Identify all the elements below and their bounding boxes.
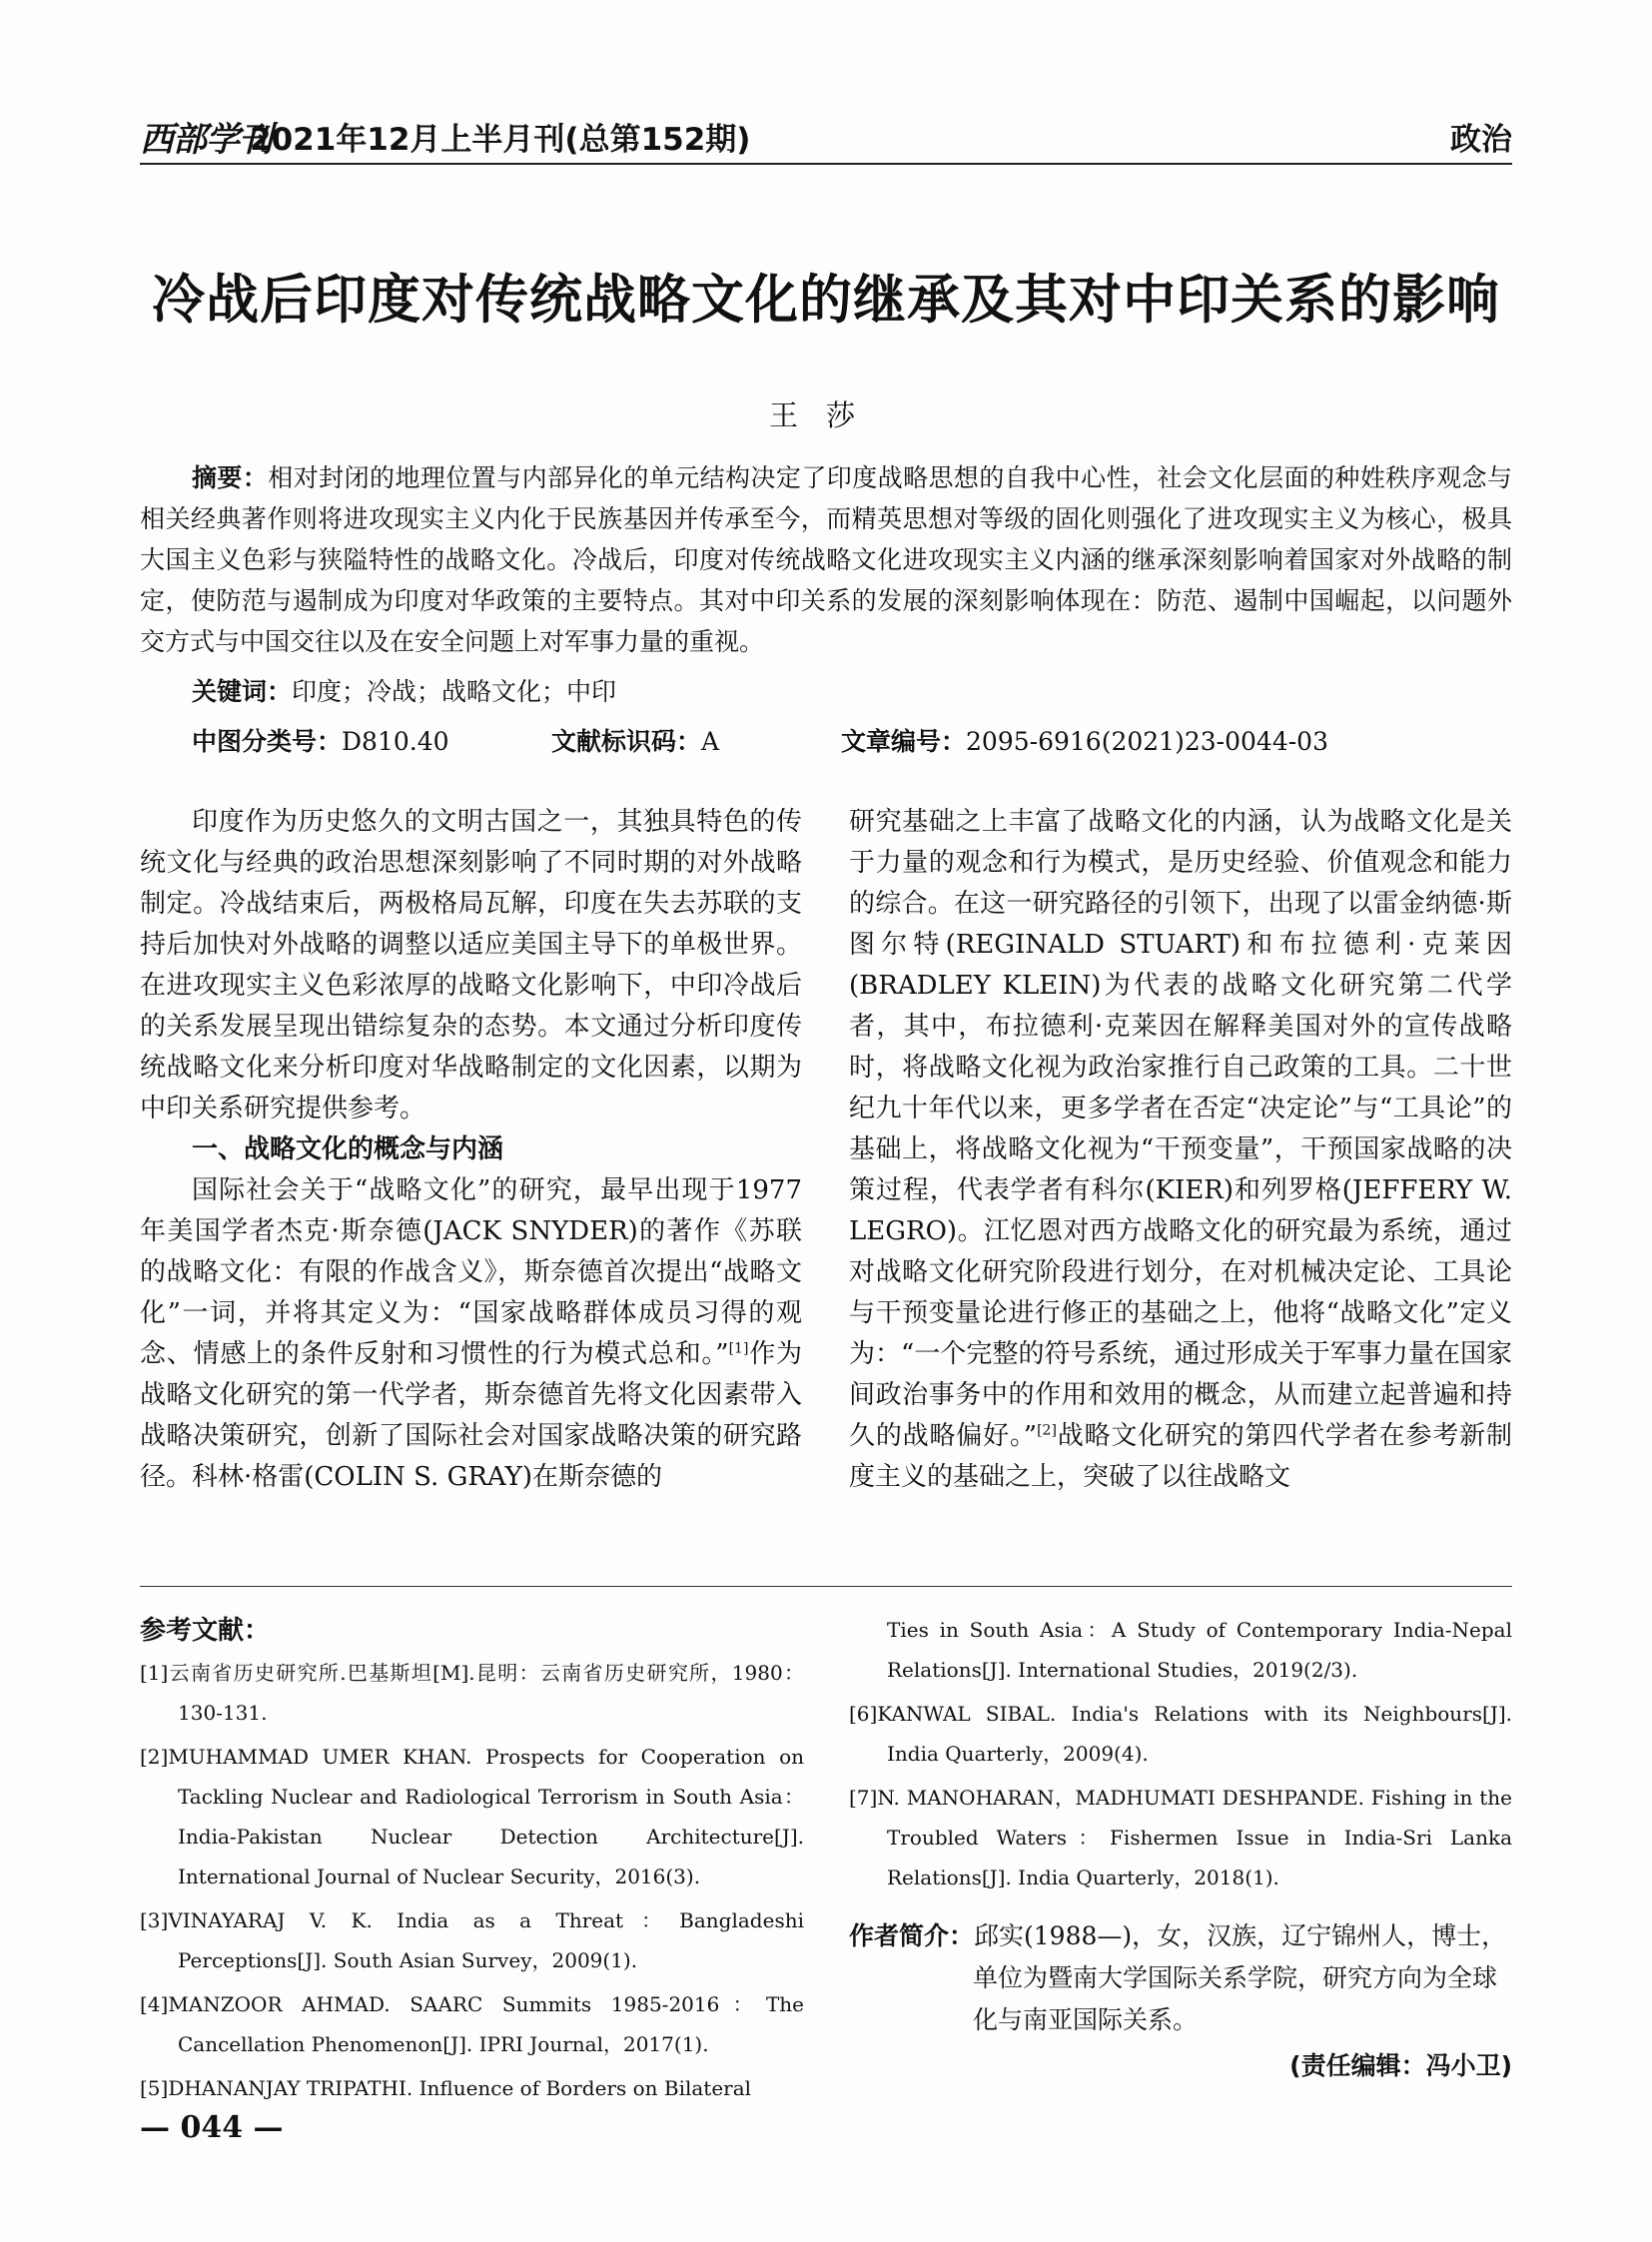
reference-item: [6]KANWAL SIBAL. India's Relations with its Neighbours[J]. India Quarterly，2009(4). [849, 1702, 1512, 1766]
clc-label: 中图分类号： [192, 727, 343, 756]
journal-logo: 西部学刊 [140, 120, 272, 160]
article-author: 王莎 [768, 398, 883, 432]
section-heading: 一、战略文化的概念与内涵 [192, 1134, 504, 1164]
reference-continuation: Ties in South Asia：A Study of Contemporary India-Nepal Relations[J]. International Studies，2019(2/3). [887, 1618, 1512, 1682]
keywords-label: 关键词： [192, 677, 293, 706]
body-paragraph [849, 802, 1512, 1498]
reference-item: [4]MANZOOR AHMAD. SAARC Summits 1985-2016：The Cancellation Phenomenon[J]. IPRI Journal，2017(1). [140, 1992, 804, 2056]
clc-value: D810.40 [342, 727, 449, 756]
article-number [841, 722, 1328, 758]
body-paragraph [140, 1170, 802, 1498]
reference-item: [1]云南省历史研究所.巴基斯坦[M].昆明：云南省历史研究所，1980：130-131. [140, 1661, 804, 1725]
abstract-text: 相对封闭的地理位置与内部异化的单元结构决定了印度战略思想的自我中心性，社会文化层面的种姓秩序观念与相关经典著作则将进攻现实主义内化于民族基因并传承至今，而精英思想对等级的固化则强化了进攻现实主义为核心，极具大国主义色彩与狭隘特性的战略文化。冷战后，印度对传统战略文化进攻现实主义内涵的继承深刻影响着国家对外战略的制定，使防范与遏制成为印度对华政策的主要特点。其对中印关系的发展的深刻影响体现在：防范、遏制中国崛起，以问题外交方式与中国交往以及在安全问题上对军事力量的重视。 [140, 463, 1512, 656]
author-bio-label: 作者简介： [849, 1921, 975, 1950]
references-title: 参考文献： [140, 1616, 271, 1646]
author-bio-text: 邱实(1988—)，女，汉族，辽宁锦州人，博士，单位为暨南大学国际关系学院，研究方向为全球化与南亚国际关系。 [973, 1921, 1507, 2034]
body-text: 战略文化研究的第四代学者在参考新制度主义的基础之上，突破了以往战略文 [849, 1421, 1512, 1492]
author-bio [849, 1915, 1512, 2041]
responsible-editor: (责任编辑：冯小卫) [1289, 2051, 1512, 2080]
body-text: 研究基础之上丰富了战略文化的内涵，认为战略文化是关于力量的观念和行为模式，是历史经验、价值观念和能力的综合。在这一研究路径的引领下，出现了以雷金纳德·斯图尔特(REGINALD STUART)和布拉德利·克莱因(BRADLEY KLEIN)为代表的战略文化研究第二代学者，其中，布拉德利·克莱因在解释美国对外的宣传战略时，将战略文化视为政治家推行自己政策的工具。二十世纪九十年代以来，更多学者在否定“决定论”与“工具论”的基础上，将战略文化视为“干预变量”，干预国家战略的决策过程，代表学者有科尔(KIER)和列罗格(JEFFERY W. LEGRO)。江忆恩对西方战略文化的研究最为系统，通过对战略文化研究阶段进行划分，在对机械决定论、工具论与干预变量论进行修正的基础之上，他将“战略文化”定义为：“一个完整的符号系统，通过形成关于军事力量在国家间政治事务中的作用和效用的概念，从而建立起普遍和持久的战略偏好。” [849, 807, 1512, 1451]
references-right [849, 1610, 1512, 1901]
header-rule [140, 163, 1512, 165]
abstract-label: 摘要： [192, 463, 269, 492]
body-paragraph: 印度作为历史悠久的文明古国之一，其独具特色的传统文化与经典的政治思想深刻影响了不同时期的对外战略制定。冷战结束后，两极格局瓦解，印度在失去苏联的支持后加快对外战略的调整以适应美国主导下的单极世界。在进攻现实主义色彩浓厚的战略文化影响下，中印冷战后的关系发展呈现出错综复杂的态势。本文通过分析印度传统战略文化来分析印度对华战略制定的文化因素，以期为中印关系研究提供参考。 [140, 807, 802, 1123]
body-text: 作为战略文化研究的第一代学者，斯奈德首先将文化因素带入战略决策研究，创新了国际社会对国家战略决策的研究路径。科林·格雷(COLIN S. GRAY)在斯奈德的 [140, 1339, 802, 1492]
keywords [192, 672, 616, 708]
doc-label: 文献标识码： [551, 727, 702, 756]
reference-item: [5]DHANANJAY TRIPATHI. Influence of Borders on Bilateral [140, 2076, 752, 2100]
journal-issue: 2021年12月上半月刊(总第152期) [250, 122, 751, 158]
reference-item: [3]VINAYARAJ V. K. India as a Threat：Bangladeshi Perceptions[J]. South Asian Survey，2009(1). [140, 1908, 804, 1972]
references-left [140, 1653, 804, 2112]
abstract [140, 457, 1512, 662]
classification-row [192, 722, 1512, 762]
page-number: — 044 — [140, 2110, 284, 2145]
clc-number [192, 722, 449, 758]
references-rule [140, 1586, 1512, 1587]
article-value: 2095-6916(2021)23-0044-03 [966, 727, 1328, 756]
body-column-right [849, 802, 1512, 1498]
document-code [551, 722, 719, 758]
doc-value: A [701, 727, 720, 756]
citation-marker: [1] [728, 1340, 749, 1357]
keywords-text: 印度；冷战；战略文化；中印 [292, 677, 617, 706]
body-column-left [140, 802, 802, 1498]
running-header [140, 112, 1512, 160]
reference-item: [2]MUHAMMAD UMER KHAN. Prospects for Cooperation on Tackling Nuclear and Radiological Terrorism in South Asia：India-Pakistan Nuclear Detection Architecture[J]. International Journal of Nuclear Security，2016(3). [140, 1745, 804, 1888]
reference-item: [7]N. MANOHARAN，MADHUMATI DESHPANDE. Fishing in the Troubled Waters：Fishermen Issue in India-Sri Lanka Relations[J]. India Quarterly，2018(1). [849, 1786, 1512, 1889]
section-tag: 政治 [1450, 122, 1512, 158]
article-label: 文章编号： [841, 727, 967, 756]
article-title: 冷战后印度对传统战略文化的继承及其对中印关系的影响 [152, 269, 1500, 331]
body-text: 国际社会关于“战略文化”的研究，最早出现于1977年美国学者杰克·斯奈德(JACK SNYDER)的著作《苏联的战略文化：有限的作战含义》，斯奈德首次提出“战略文化”一词，并将其定义为：“国家战略群体成员习得的观念、情感上的条件反射和习惯性的行为模式总和。” [140, 1175, 802, 1369]
citation-marker: [2] [1037, 1422, 1057, 1439]
